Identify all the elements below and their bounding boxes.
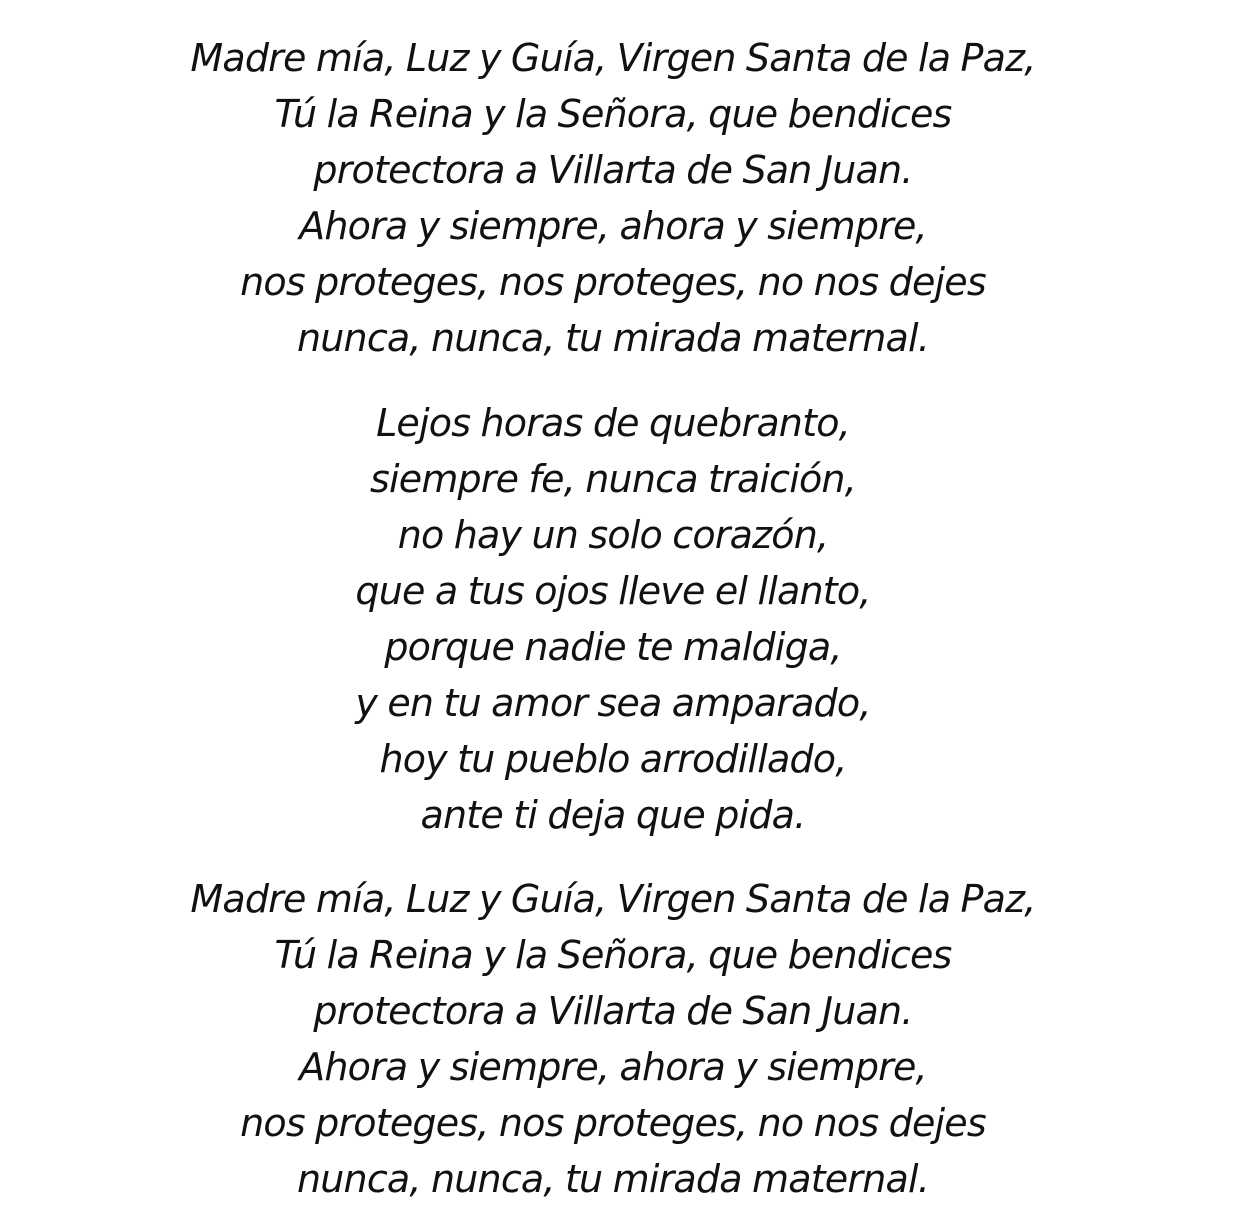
lyric-line: ante ti deja que pida. (420, 793, 806, 837)
lyric-line: nos proteges, nos proteges, no nos dejes (240, 1101, 986, 1145)
lyric-line: protectora a Villarta de San Juan. (313, 989, 913, 1033)
lyric-line: hoy tu pueblo arrodillado, (379, 737, 847, 781)
lyric-line: Tú la Reina y la Señora, que bendices (274, 92, 952, 136)
lyric-line: que a tus ojos lleve el llanto, (355, 569, 871, 613)
lyric-line: nunca, nunca, tu mirada maternal. (296, 1157, 930, 1201)
lyric-line: Madre mía, Luz y Guía, Virgen Santa de la Paz, (190, 36, 1036, 80)
lyric-line: nos proteges, nos proteges, no nos dejes (240, 260, 986, 304)
lyric-line: Ahora y siempre, ahora y siempre, (299, 204, 927, 248)
lyric-line: Lejos horas de quebranto, (376, 401, 850, 445)
chorus-stanza (0, 30, 1226, 366)
lyric-line: no hay un solo corazón, (397, 513, 829, 557)
verse-stanza (0, 395, 1226, 843)
lyric-line: protectora a Villarta de San Juan. (313, 148, 913, 192)
chorus-stanza-repeat (0, 871, 1226, 1207)
lyric-line: nunca, nunca, tu mirada maternal. (296, 316, 930, 360)
lyric-line: Tú la Reina y la Señora, que bendices (274, 933, 952, 977)
lyric-line: Madre mía, Luz y Guía, Virgen Santa de la Paz, (190, 877, 1036, 921)
lyric-line: y en tu amor sea amparado, (355, 681, 871, 725)
lyric-line: siempre fe, nunca traición, (369, 457, 856, 501)
lyric-line: Ahora y siempre, ahora y siempre, (299, 1045, 927, 1089)
lyric-line: porque nadie te maldiga, (384, 625, 842, 669)
